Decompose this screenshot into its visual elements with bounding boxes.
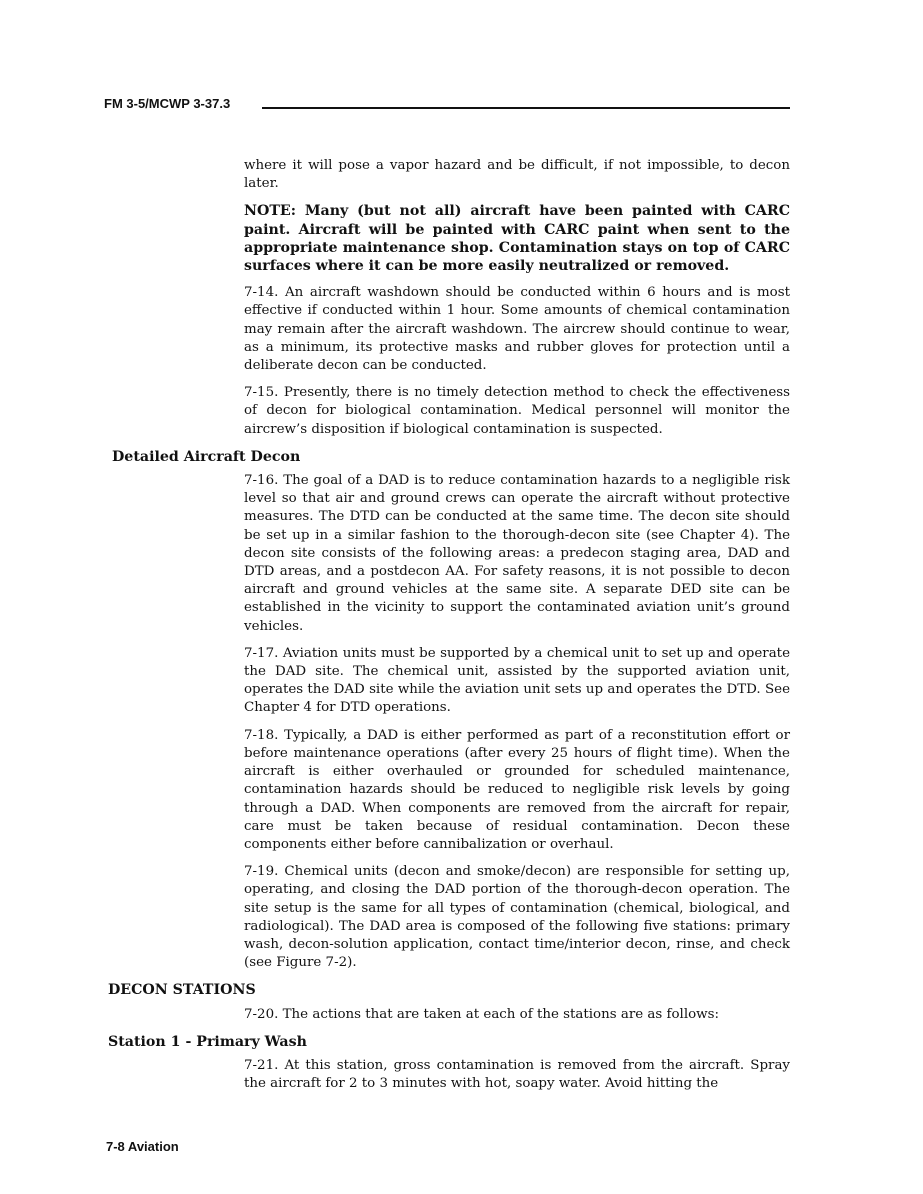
running-header — [104, 96, 790, 116]
paragraph-7-15: 7-15. Presently, there is no timely detection method to check the effectiveness of decon for biological contamination. Medical personnel will monitor the aircrew’s disposition if biological contamination is suspected. — [244, 385, 790, 437]
paragraph-intro: where it will pose a vapor hazard and be difficult, if not impossible, to decon later. — [244, 158, 790, 192]
running-footer: 7-8 Aviation — [106, 1139, 179, 1154]
paragraph-7-19: 7-19. Chemical units (decon and smoke/decon) are responsible for setting up, operating, and closing the DAD portion of the thorough-decon operation. The site setup is the same for all types of contamination (chemical, biological, and radiological). The DAD area is composed of the following five stations: primary wash, decon-solution application, contact time/interior decon, rinse, and check (see Figure 7-2). — [244, 864, 790, 971]
paragraph-7-16: 7-16. The goal of a DAD is to reduce contamination hazards to a negligible risk level so that air and ground crews can operate the aircraft without protective measures. The DTD can be conducted at the same time. The decon site should be set up in a similar fashion to the thorough-decon site (see Chapter 4). The decon site consists of the following areas: a predecon staging area, DAD and DTD areas, and a postdecon AA. For safety reasons, it is not possible to decon aircraft and ground vehicles at the same site. A separate DED site can be established in the vicinity to support the contaminated aviation unit’s ground vehicles. — [244, 473, 790, 634]
heading-decon-stations: DECON STATIONS — [108, 982, 256, 999]
page-body — [108, 157, 790, 1102]
header-rule — [262, 107, 790, 109]
header-label: FM 3-5/MCWP 3-37.3 — [104, 96, 231, 111]
heading-detailed-aircraft-decon: Detailed Aircraft Decon — [112, 448, 301, 465]
heading-station-1: Station 1 - Primary Wash — [108, 1033, 307, 1050]
paragraph-7-20: 7-20. The actions that are taken at each of the stations are as follows: — [244, 1006, 720, 1022]
paragraph-7-17: 7-17. Aviation units must be supported by a chemical unit to set up and operate the DAD site. The chemical unit, assisted by the supported aviation unit, operates the DAD site while the aviation unit sets up and operates the DTD. See Chapter 4 for DTD operations. — [244, 645, 790, 716]
note-paragraph: NOTE: Many (but not all) aircraft have been painted with CARC paint. Aircraft will be painted with CARC paint when sent to the appropriate maintenance shop. Contamination stays on top of CARC surfaces where it can be more easily neutralized or removed. — [244, 203, 790, 275]
paragraph-7-18: 7-18. Typically, a DAD is either performed as part of a reconstitution effort or before maintenance operations (after every 25 hours of flight time). When the aircraft is either overhauled or grounded for scheduled maintenance, contamination hazards should be reduced to negligible risk levels by going through a DAD. When components are removed from the aircraft for repair, care must be taken because of residual contamination. Decon these components either before cannibalization or overhaul. — [244, 727, 790, 852]
paragraph-7-21: 7-21. At this station, gross contamination is removed from the aircraft. Spray the aircraft for 2 to 3 minutes with hot, soapy water. Avoid hitting the — [244, 1057, 790, 1092]
paragraph-7-14: 7-14. An aircraft washdown should be conducted within 6 hours and is most effective if conducted within 1 hour. Some amounts of chemical contamination may remain after the aircraft washdown. The aircrew should continue to wear, as a minimum, its protective masks and rubber gloves for protection until a deliberate decon can be conducted. — [244, 285, 790, 374]
